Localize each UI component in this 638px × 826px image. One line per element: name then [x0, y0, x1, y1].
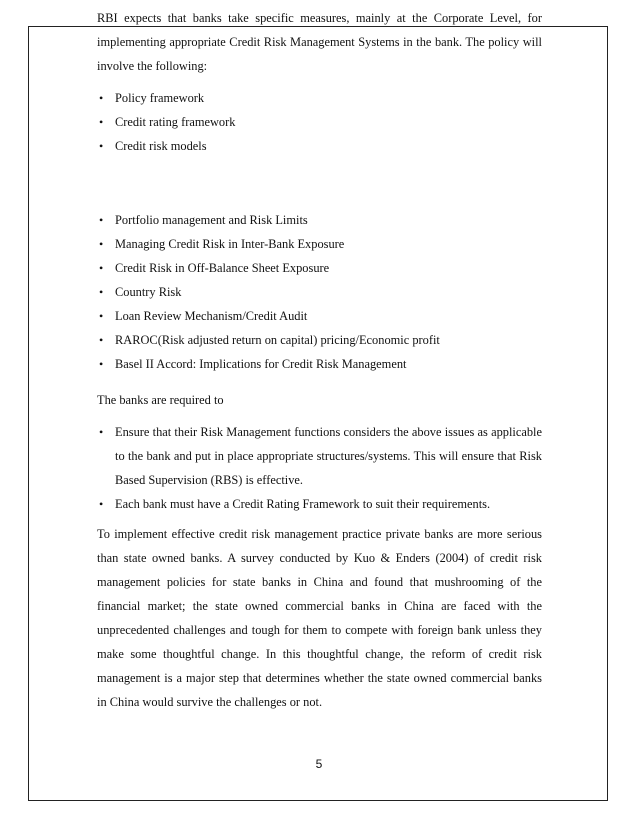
- list-item-text: Managing Credit Risk in Inter-Bank Exposure: [115, 237, 345, 251]
- list-item: [97, 420, 542, 492]
- list-item-text: Portfolio management and Risk Limits: [115, 213, 308, 227]
- bullet-icon: •: [99, 91, 104, 105]
- bullet-icon: •: [99, 213, 104, 227]
- list-item: [97, 134, 542, 158]
- policy-list-one: [97, 86, 542, 158]
- policy-list-two: [97, 208, 542, 376]
- list-item-text: RAROC(Risk adjusted return on capital) pricing/Economic profit: [115, 333, 440, 347]
- list-item-text: Credit Risk in Off-Balance Sheet Exposure: [115, 261, 330, 275]
- closing-paragraph: To implement effective credit risk management practice private banks are more serious than state owned banks. A survey conducted by Kuo & Enders (2004) of credit risk management policies for state banks in China and found that mushrooming of the financial market; the state owned commercial banks in China are faced with the unprecedented challenges and tough for them to compete with foreign bank unless they make some thoughtful change. In this thoughtful change, the reform of credit risk management is a major step that determines whether the state owned commercial banks in China would survive the challenges or not.: [97, 527, 542, 709]
- requirements-list: [97, 420, 542, 516]
- list-item: [97, 208, 542, 232]
- list-item-text: Credit rating framework: [115, 115, 236, 129]
- document-body: [97, 6, 542, 714]
- list-item: [97, 304, 542, 328]
- bullet-icon: •: [99, 237, 104, 251]
- bullet-icon: •: [99, 261, 104, 275]
- list-item: [97, 492, 542, 516]
- list-item: [97, 232, 542, 256]
- list-item-text: Basel II Accord: Implications for Credit Risk Management: [115, 357, 407, 371]
- list-item: [97, 110, 542, 134]
- list-item: [97, 256, 542, 280]
- list-item: [97, 328, 542, 352]
- list-item-text: Loan Review Mechanism/Credit Audit: [115, 309, 308, 323]
- bullet-icon: •: [99, 115, 104, 129]
- bullet-icon: •: [99, 333, 104, 347]
- page-number: 5: [315, 757, 323, 771]
- intro-paragraph: RBI expects that banks take specific measures, mainly at the Corporate Level, for implementing appropriate Credit Risk Management Systems in the bank. The policy will involve the following:: [97, 11, 542, 73]
- bullet-icon: •: [99, 425, 104, 439]
- bullet-icon: •: [99, 357, 104, 371]
- list-item: [97, 86, 542, 110]
- bullet-icon: •: [99, 285, 104, 299]
- list-item: [97, 352, 542, 376]
- list-item: [97, 280, 542, 304]
- list-item-text: Country Risk: [115, 285, 182, 299]
- list-item-text: Credit risk models: [115, 139, 207, 153]
- bullet-icon: •: [99, 139, 104, 153]
- required-intro: The banks are required to: [97, 393, 224, 407]
- list-item-text: Policy framework: [115, 91, 205, 105]
- bullet-icon: •: [99, 497, 104, 511]
- list-item-text: Ensure that their Risk Management functions considers the above issues as applicable to the bank and put in place appropriate structures/systems. This will ensure that Risk Based Supervision (RBS) is effective.: [115, 425, 542, 487]
- bullet-icon: •: [99, 309, 104, 323]
- list-item-text: Each bank must have a Credit Rating Framework to suit their requirements.: [115, 497, 491, 511]
